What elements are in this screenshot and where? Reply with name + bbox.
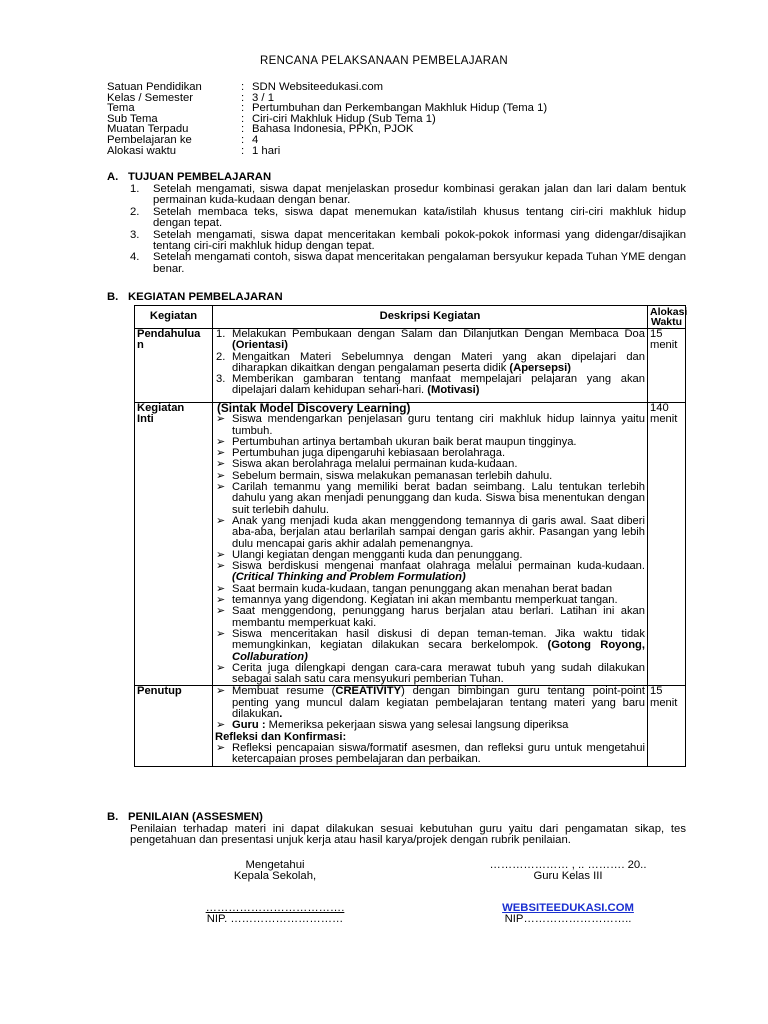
meta-row: Muatan Terpadu : Bahasa Indonesia, PPKn, PJOK <box>107 123 414 136</box>
pendahuluan-time: 15 menit <box>648 329 686 403</box>
row-label-inti: Kegiatan Inti <box>135 403 213 686</box>
meta-row: Alokasi waktu : 1 hari <box>107 144 281 157</box>
goal-item: 1. Setelah mengamati, siswa dapat menjelaskan prosedur kombinasi gerakan jalan dan lari dalam bentuk permainan kuda-kudaan dengan benar. <box>130 183 686 207</box>
website-link[interactable]: WEBSITEEDUKASI.COM <box>502 901 634 914</box>
meta-row: Satuan Pendidikan : SDN Websiteedukasi.com <box>107 81 384 93</box>
header-alokasi: Alokasi Waktu <box>648 306 686 329</box>
identity-block <box>107 82 547 156</box>
section-c-heading: B. PENILAIAN (ASSESMEN) <box>107 811 263 823</box>
penutup-time: 15 menit <box>648 686 686 766</box>
meta-row: Kelas / Semester : 3 / 1 <box>107 91 274 104</box>
table-row <box>135 686 686 766</box>
inti-description: (Sintak Model Discovery Learning) ➢ Siswa mendengarkan penjelasan guru tentang ciri makhluk hidup lainnya yaitu tumbuh. ➢ Pertumbuhan artinya bertambah ukuran baik berat maupun tingginya. ➢ Pertumbuhan juga dipengaruhi kebiasaan berolahraga. ➢ Siswa akan berolahraga melalui permainan kuda-kudaan. ➢ Sebelum bermain, siswa melakukan pemanasan terlebih dahulu. ➢ Carilah temanmu yang memiliki berat badan seimbang. Lalu tentukan terlebih dahulu yang akan menjadi penunggang dan kuda. Siswa bisa menentukan dengan suit terlebih dahulu. ➢ Anak yang menjadi kuda akan menggendong temannya di garis awal. Saat diberi aba-aba, berjalan atau berlarilah sampai dengan garis akhir. Pasangan yang lebih dulu mencapai garis akhir adalah pemenangnya. ➢ Ulangi kegiatan dengan mengganti kuda dan penunggang. ➢ Siswa berdiskusi mengenai manfaat olahraga melalui permainan kuda-kudaan. (Critical Thinking and Problem Formulation) ➢ Saat bermain kuda-kudaan, tangan penunggang akan menahan berat badan ➢ temannya yang digendong. Kegiatan ini akan membantu memperkuat tangan. ➢ Saat menggendong, penunggang harus berjalan atau berlari. Latihan ini akan membantu memperkuat kaki. ➢ Siswa menceritakan hasil diskusi di depan teman-teman. Jika waktu tidak memungkinkan, kegiatan dilakukan secara berkelompok. (Gotong Royong, Collaburation) ➢ Cerita juga dilengkapi dengan cara-cara merawat tubuh yang sudah dilakukan sebagai salah satu cara mensyukuri pemberian Tuhan. <box>213 403 648 686</box>
goal-item: 3. Setelah mengamati, siswa dapat menceritakan kembali pokok-pokok informasi yang didengar/disajikan tentang ciri-ciri makhluk hidup dengan tepat. <box>130 228 686 253</box>
header-deskripsi: Deskripsi Kegiatan <box>213 306 648 329</box>
table-row <box>135 329 686 403</box>
signature-left: Mengetahui Kepala Sekolah, ………………………………. NIP. ………………………… <box>205 859 345 926</box>
section-a-goals <box>130 184 686 275</box>
row-label-penutup: Penutup <box>135 686 213 766</box>
pendahuluan-description: 1. Melakukan Pembukaan dengan Salam dan Dilanjutkan Dengan Membaca Doa (Orientasi) 2. Mengaitkan Materi Sebelumnya dengan Materi yang akan dipelajari dan diharapkan dikaitkan dengan pengalaman peserta didik (Apersepsi) 3. Memberikan gambaran tentang manfaat mempelajari pelajaran yang akan dipelajari dalam kehidupan sehari-hari. (Motivasi) <box>213 329 648 403</box>
activity-table <box>134 305 686 767</box>
row-label-pendahuluan: Pendahuluan <box>135 329 213 403</box>
table-header-row <box>135 306 686 329</box>
assessment-text: Penilaian terhadap materi ini dapat dilakukan sesuai kebutuhan guru yaitu dari pengamatan sikap, tes pengetahuan dan presentasi unjuk kerja atau hasil karya/projek dengan rubrik penilaian. <box>130 823 686 847</box>
penutup-description: ➢ Membuat resume (CREATIVITY) dengan bimbingan guru tentang point-point penting yang muncul dalam kegiatan pembelajaran tentang materi yang baru dilakukan. ➢ Guru : Memeriksa pekerjaan siswa yang selesai langsung diperiksa Refleksi dan Konfirmasi: ➢ Refleksi pencapaian siswa/formatif asesmen, dan refleksi guru untuk mengetahui ketercapaian proses pembelajaran dan perbaikan. <box>213 686 648 766</box>
section-b-heading: B. KEGIATAN PEMBELAJARAN <box>107 291 283 303</box>
goal-item: 4. Setelah mengamati contoh, siswa dapat menceritakan pengalaman bersyukur kepada Tuhan YME dengan benar. <box>130 251 686 275</box>
inti-time: 140 menit <box>648 403 686 686</box>
signature-right: ………………… , .. ………. 20.. Guru Kelas III WEBSITEEDUKASI.COM NIP……………………….. <box>468 860 668 926</box>
header-kegiatan: Kegiatan <box>135 306 213 329</box>
section-a-heading: A. TUJUAN PEMBELAJARAN <box>107 171 272 183</box>
meta-row: Sub Tema : Ciri-ciri Makhluk Hidup (Sub Tema 1) <box>107 112 436 125</box>
goal-item: 2. Setelah membaca teks, siswa dapat menemukan kata/istilah khusus tentang ciri-ciri makhluk hidup dengan tepat. <box>130 205 686 230</box>
meta-row: Tema : Pertumbuhan dan Perkembangan Makhluk Hidup (Tema 1) <box>107 102 548 115</box>
meta-row: Pembelajaran ke : 4 <box>107 133 259 146</box>
table-row <box>135 403 686 686</box>
document-title: RENCANA PELAKSANAAN PEMBELAJARAN <box>260 55 508 67</box>
